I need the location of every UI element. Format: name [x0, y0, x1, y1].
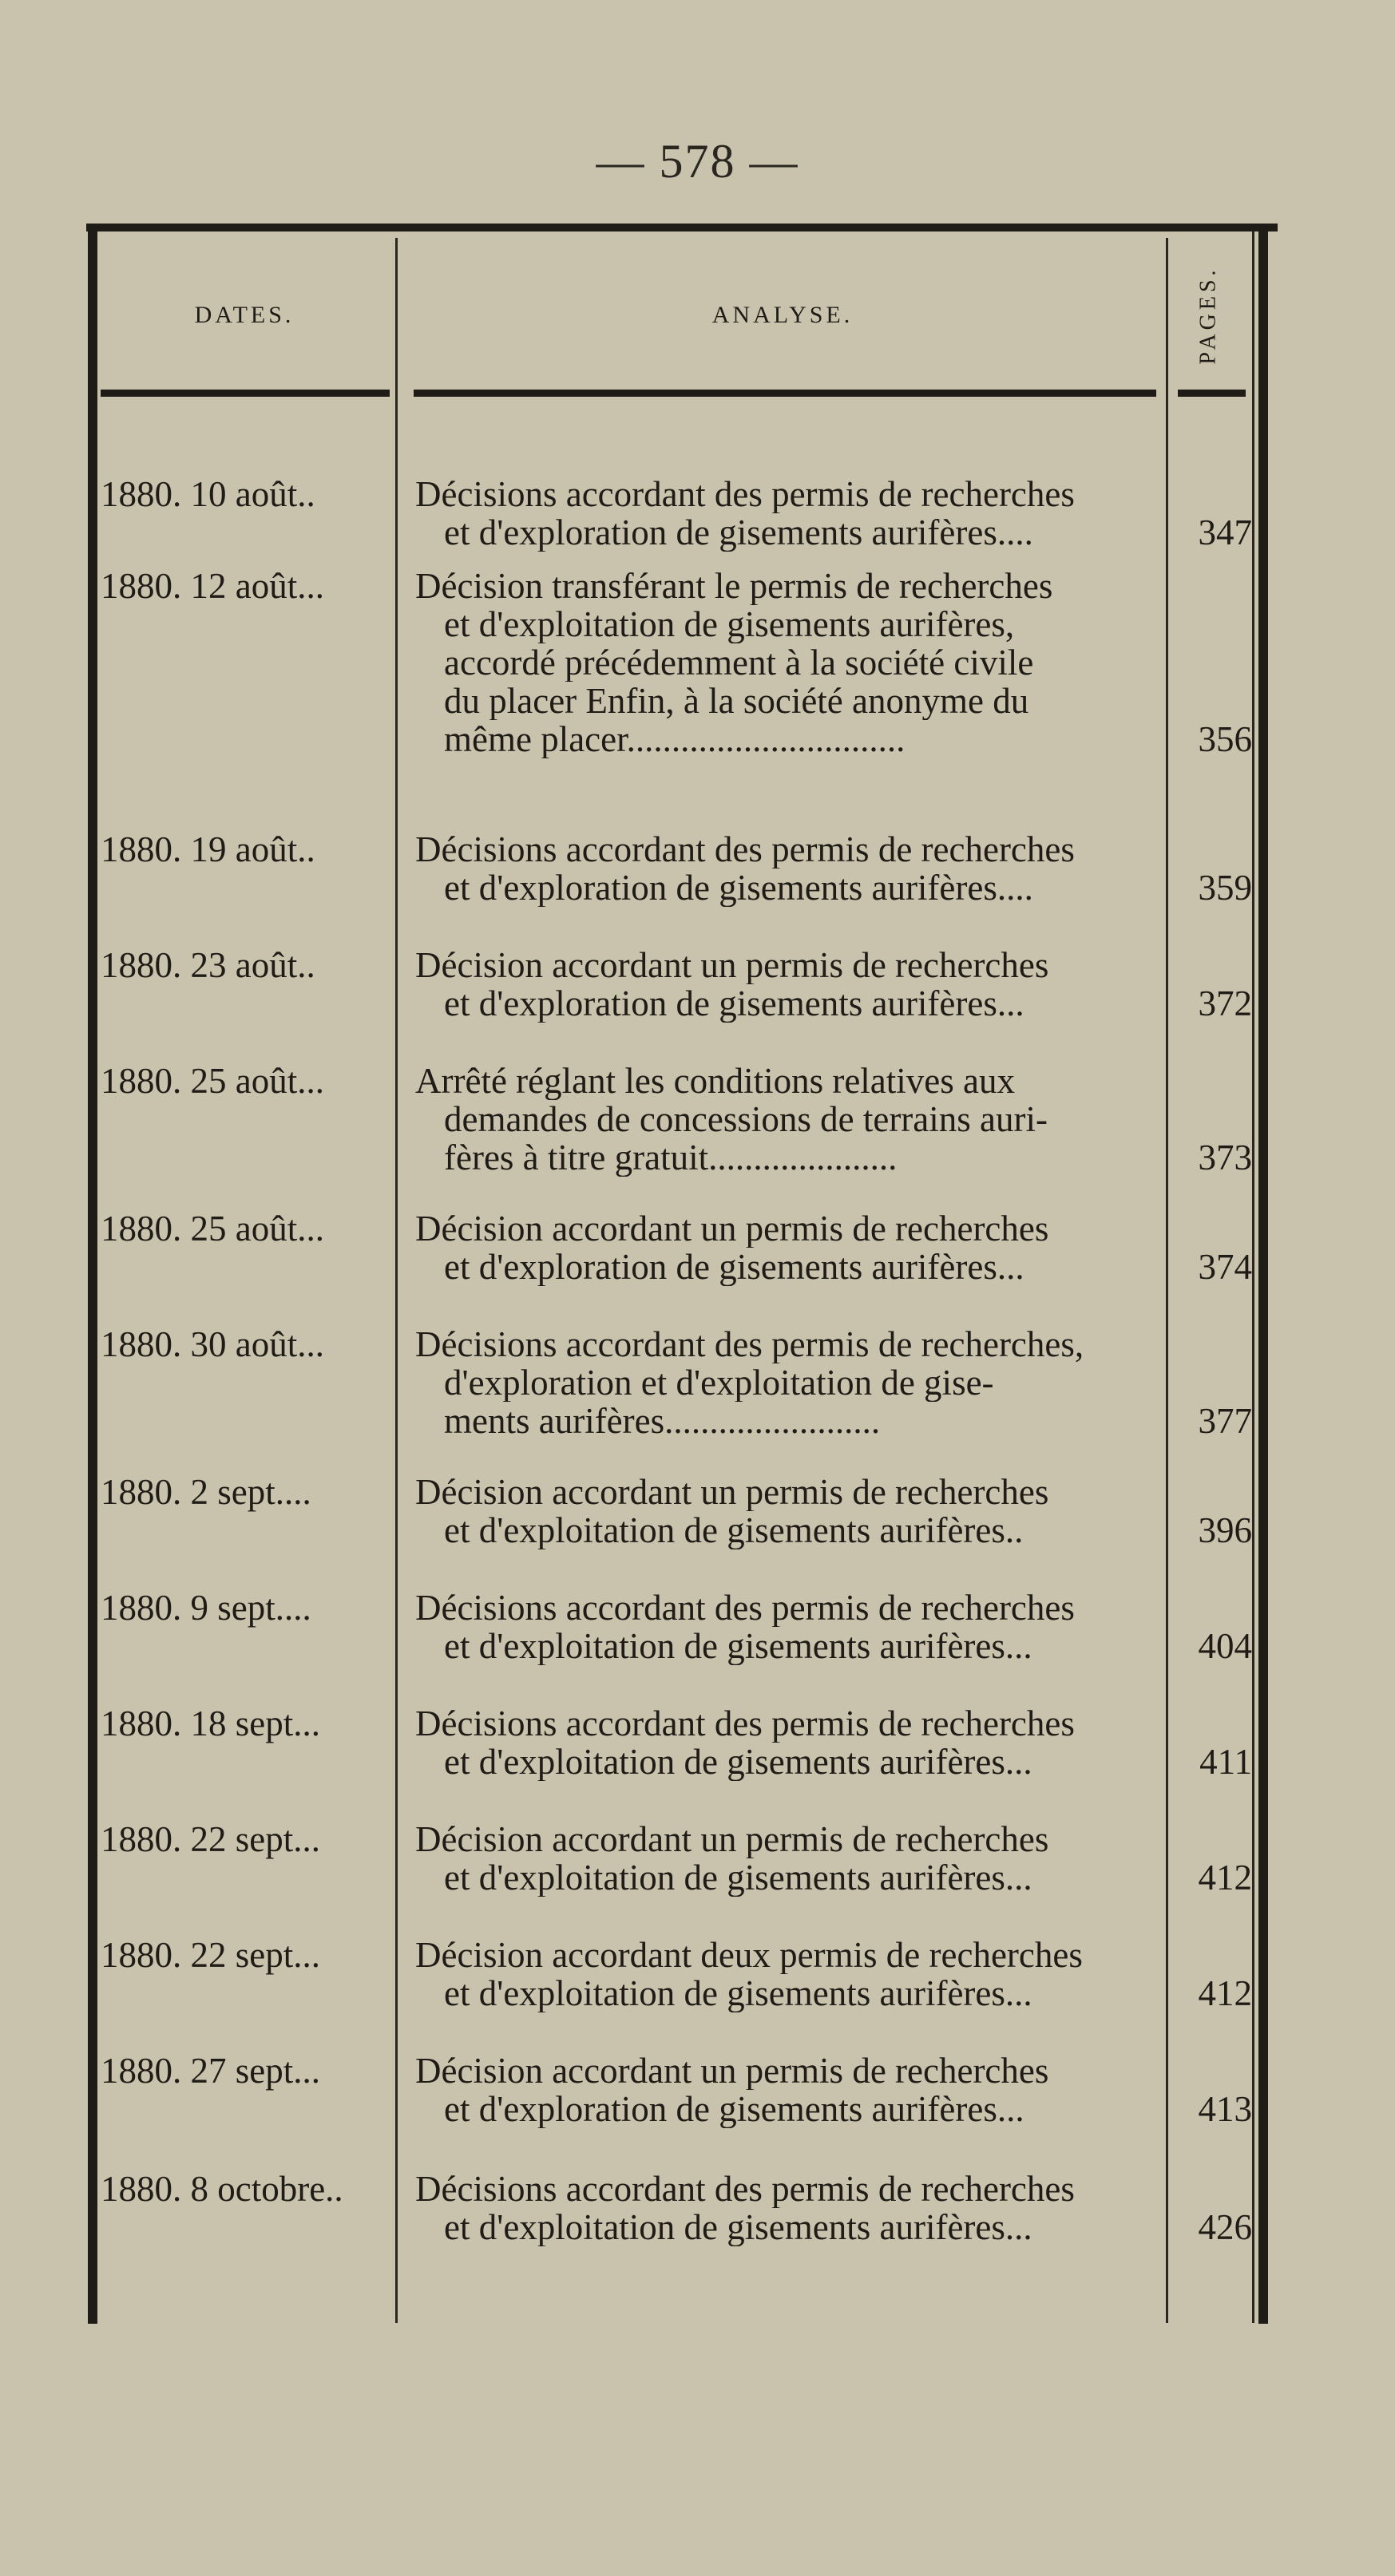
entry-date: 1880. 22 sept...	[101, 1819, 320, 1859]
entry-date: 1880. 25 août...	[101, 1061, 324, 1101]
analysis-line: accordé précédemment à la société civile	[444, 643, 1034, 682]
entry-page-number: 377	[1198, 1401, 1252, 1441]
analysis-line: même placer...............................	[444, 720, 906, 758]
analysis-line: Décisions accordant des permis de recherches,	[415, 1325, 1084, 1363]
column-divider-analyse	[1166, 238, 1168, 2323]
analysis-line: Décisions accordant des permis de recherches	[415, 1704, 1075, 1743]
entry-analysis	[415, 1820, 1163, 1897]
analysis-line: et d'exploration de gisements aurifères....	[444, 513, 1033, 552]
analysis-line: Décision accordant un permis de recherches	[415, 1820, 1049, 1858]
analysis-line: Décisions accordant des permis de recherches	[415, 830, 1075, 869]
header-dates: DATES.	[194, 302, 295, 328]
analysis-line: et d'exploitation de gisements aurifères,	[444, 605, 1015, 643]
column-divider-dates	[395, 238, 398, 2323]
entry-date: 1880. 27 sept...	[101, 2051, 320, 2091]
analysis-line: fères à titre gratuit.....................	[444, 1138, 898, 1177]
entry-analysis	[415, 1209, 1163, 1286]
header-rule-analyse	[414, 390, 1156, 397]
entry-date: 1880. 25 août...	[101, 1209, 324, 1248]
entry-analysis	[415, 2170, 1163, 2246]
analysis-line: et d'exploitation de gisements aurifères...	[444, 1858, 1032, 1897]
analysis-line: d'exploration et d'exploitation de gise-	[444, 1363, 994, 1402]
entry-analysis	[415, 2052, 1163, 2128]
entry-page-number: 374	[1198, 1247, 1252, 1287]
analysis-line: Décision accordant un permis de recherches	[415, 2052, 1049, 2090]
analysis-line: Décision accordant un permis de recherches	[415, 1473, 1049, 1511]
entry-date: 1880. 30 août...	[101, 1324, 324, 1364]
entry-page-number: 373	[1198, 1138, 1252, 1177]
entry-page-number: 426	[1198, 2207, 1252, 2247]
entry-page-number: 412	[1198, 1858, 1252, 1897]
entry-page-number: 347	[1198, 512, 1252, 552]
analysis-line: et d'exploitation de gisements aurifères...	[444, 1974, 1032, 2012]
analysis-line: Arrêté réglant les conditions relatives aux	[415, 1062, 1015, 1100]
entry-analysis	[415, 1589, 1163, 1665]
header-rule-pages	[1178, 390, 1246, 397]
analysis-line: Décisions accordant des permis de recherches	[415, 475, 1075, 513]
entry-page-number: 412	[1198, 1973, 1252, 2013]
analysis-line: et d'exploitation de gisements aurifères..	[444, 1511, 1024, 1549]
analysis-line: et d'exploration de gisements aurifères...	[444, 2090, 1024, 2128]
analysis-line: et d'exploitation de gisements aurifères...	[444, 1627, 1032, 1665]
page-number: — 578 —	[596, 135, 799, 188]
entry-date: 1880. 9 sept....	[101, 1588, 311, 1628]
analysis-line: Décisions accordant des permis de recherches	[415, 1589, 1075, 1627]
analysis-line: et d'exploration de gisements aurifères....	[444, 869, 1033, 907]
analysis-line: du placer Enfin, à la société anonyme du	[444, 682, 1029, 720]
entry-date: 1880. 12 août...	[101, 566, 324, 606]
entry-analysis	[415, 830, 1163, 907]
entry-analysis	[415, 1936, 1163, 2012]
header-pages	[1175, 231, 1242, 399]
header-pages-label: PAGES.	[1196, 266, 1221, 365]
entry-page-number: 359	[1198, 868, 1252, 908]
entry-analysis	[415, 1062, 1163, 1177]
analysis-line: Décision accordant deux permis de recherches	[415, 1936, 1083, 1974]
entry-date: 1880. 8 octobre..	[101, 2169, 343, 2209]
table-inner-right-rule	[1252, 231, 1254, 2323]
header-analyse: ANALYSE.	[711, 302, 854, 328]
entry-page-number: 413	[1198, 2089, 1252, 2129]
analysis-line: et d'exploration de gisements aurifères...	[444, 984, 1024, 1023]
entry-date: 1880. 18 sept...	[101, 1703, 320, 1743]
analysis-line: Décision accordant un permis de recherches	[415, 1209, 1049, 1248]
entry-date: 1880. 23 août..	[101, 945, 315, 985]
analysis-line: Décisions accordant des permis de recherches	[415, 2170, 1075, 2208]
entry-page-number: 356	[1198, 719, 1252, 759]
entry-date: 1880. 22 sept...	[101, 1935, 320, 1975]
header-rule-dates	[101, 390, 390, 397]
analysis-line: Décision accordant un permis de recherches	[415, 946, 1049, 984]
analysis-line: et d'exploitation de gisements aurifères...	[444, 2208, 1032, 2246]
entry-page-number: 404	[1198, 1626, 1252, 1666]
analysis-line: ments aurifères........................	[444, 1402, 881, 1440]
entry-analysis	[415, 1473, 1163, 1549]
analysis-line: et d'exploitation de gisements aurifères...	[444, 1743, 1032, 1781]
analysis-line: demandes de concessions de terrains auri-	[444, 1100, 1048, 1138]
entry-page-number: 396	[1198, 1510, 1252, 1550]
entry-analysis	[415, 1325, 1163, 1440]
entry-date: 1880. 19 août..	[101, 829, 315, 869]
entry-date: 1880. 10 août..	[101, 474, 315, 514]
analysis-line: et d'exploration de gisements aurifères...	[444, 1248, 1024, 1286]
entry-analysis	[415, 475, 1163, 552]
entry-analysis	[415, 567, 1163, 758]
analysis-line: Décision transférant le permis de recherches	[415, 567, 1053, 605]
entry-page-number: 372	[1198, 983, 1252, 1023]
entry-date: 1880. 2 sept....	[101, 1472, 311, 1512]
entry-page-number: 411	[1199, 1742, 1252, 1782]
entry-analysis	[415, 946, 1163, 1023]
entry-analysis	[415, 1704, 1163, 1781]
